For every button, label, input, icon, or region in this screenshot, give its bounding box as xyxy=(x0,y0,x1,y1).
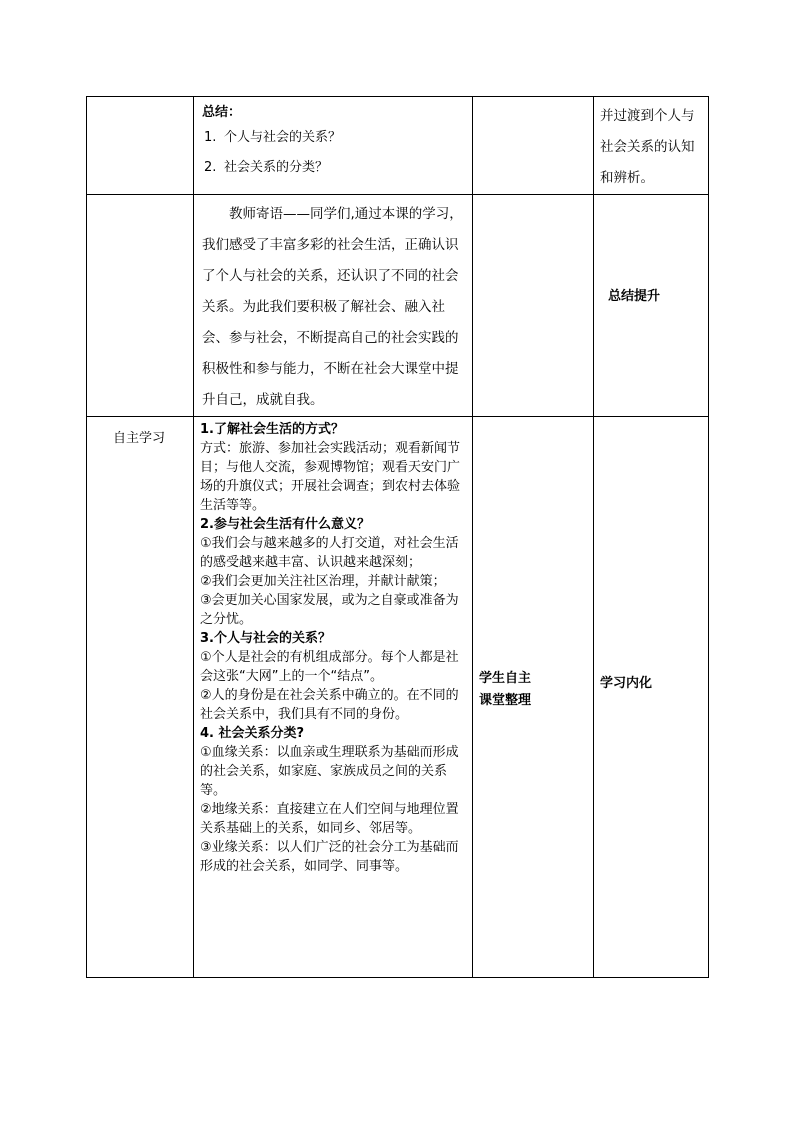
summary-upgrade-label: 总结提升 xyxy=(608,289,661,304)
summary-item-number: 2. xyxy=(204,160,217,175)
empty-stage-cell xyxy=(87,195,194,417)
teacher-message-cell xyxy=(194,195,473,417)
answer-text: ①血缘关系：以血亲或生理联系为基础而形成的社会关系，如家庭、家族成员之间的关系等。 xyxy=(200,745,459,798)
question-heading: 4. 社会关系分类? xyxy=(200,726,305,741)
summary-item xyxy=(202,153,464,183)
self-study-content-cell xyxy=(194,417,473,978)
intent-cell xyxy=(594,97,709,195)
student-activity-cell xyxy=(473,417,594,978)
intent-line: 社会关系的认知 xyxy=(600,139,695,155)
answer-text: ②我们会更加关注社区治理，并献计献策； xyxy=(200,574,446,589)
summary-upgrade-cell xyxy=(594,195,709,417)
answer-text: ②人的身份是在社会关系中确立的。在不同的社会关系中，我们具有不同的身份。 xyxy=(200,688,459,722)
question-heading: 1.了解社会生活的方式？ xyxy=(200,422,344,437)
lesson-plan-table xyxy=(86,96,709,978)
intent-line: 并过渡到个人与 xyxy=(600,108,695,124)
answer-text: ①我们会与越来越多的人打交道，对社会生活的感受越来越丰富、认识越来越深刻； xyxy=(200,536,459,570)
summary-title: 总结： xyxy=(202,105,242,120)
empty-stage-cell xyxy=(87,97,194,195)
summary-item-text: 社会关系的分类？ xyxy=(224,160,329,175)
summary-row xyxy=(87,97,709,195)
summary-item-number: 1. xyxy=(204,130,217,145)
answer-text: ③业缘关系：以人们广泛的社会分工为基础而形成的社会关系，如同学、同事等。 xyxy=(200,840,459,874)
learning-internalize-label: 学习内化 xyxy=(600,675,653,691)
intent-line: 和辨析。 xyxy=(600,170,654,186)
student-activity-label: 学生自主 xyxy=(479,671,532,686)
answer-text: ②地缘关系：直接建立在人们空间与地理位置关系基础上的关系，如同乡、邻居等。 xyxy=(200,802,459,836)
answer-text: 方式：旅游、参加社会实践活动；观看新闻节目；与他人交流，参观博物馆；观看天安门广场的升旗仪式；开展社会调查；到农村去体验生活等等。 xyxy=(200,441,461,513)
summary-cell xyxy=(194,97,473,195)
question-heading: 3.个人与社会的关系？ xyxy=(200,631,331,646)
question-heading: 2.参与社会生活有什么意义？ xyxy=(200,517,370,532)
student-activity-label: 课堂整理 xyxy=(479,693,532,708)
self-study-row xyxy=(87,417,709,978)
answer-text: ③会更加关心国家发展，或为之自豪或准备为之分忧。 xyxy=(200,593,459,627)
empty-activity-cell xyxy=(473,97,594,195)
design-intent-cell xyxy=(594,417,709,978)
stage-cell xyxy=(87,417,194,978)
answer-text: ①个人是社会的有机组成部分。每个人都是社会这张“大网”上的一个“结点”。 xyxy=(200,650,459,684)
self-study-label: 自主学习 xyxy=(113,431,166,446)
teacher-message-row xyxy=(87,195,709,417)
teacher-message-text: 教师寄语——同学们,通过本课的学习，我们感受了丰富多彩的社会生活，正确认识了个人与社会的关系，还认识了不同的社会关系。为此我们要积极了解社会、融入社会、参与社会，不断提高自己的社会实践的积极性和参与能力，不断在社会大课堂中提升自己，成就自我。 xyxy=(202,206,463,408)
summary-item xyxy=(202,123,464,153)
empty-activity-cell xyxy=(473,195,594,417)
summary-item-text: 个人与社会的关系？ xyxy=(224,130,342,145)
